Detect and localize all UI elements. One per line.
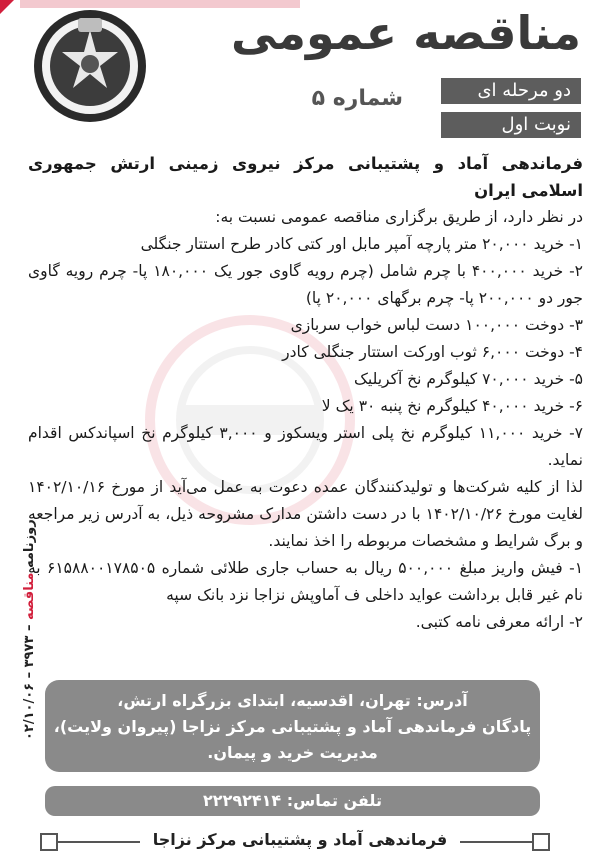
- address-box: [45, 680, 540, 772]
- address-line-2: پادگان فرماندهی آماد و پشتیبانی مرکز نزاجا (پیروان ولایت)،: [53, 717, 532, 736]
- item-1: ۱- خرید ۲۰,۰۰۰ متر پارچه آمپر مابل اور کتی کادر طرح استتار جنگلی: [140, 235, 583, 253]
- address-line-3: مدیریت خرید و پیمان.: [207, 743, 378, 762]
- issuer-line: فرماندهی آماد و پشتیبانی مرکز نیروی زمینی ارتش جمهوری اسلامی ایران: [28, 154, 583, 200]
- newspaper-side-label: [4, 500, 37, 740]
- footer-issuer: فرماندهی آماد و پشتیبانی مرکز نزاجا: [140, 830, 460, 849]
- item-7: ۷- خرید ۱۱,۰۰۰ کیلوگرم نخ پلی استر ویسکوز و ۳,۰۰۰ کیلوگرم نخ اسپاندکس اقدام نماید.: [28, 424, 583, 469]
- footer-bar: [40, 828, 550, 856]
- invitation-paragraph: لذا از کلیه شرکت‌ها و تولیدکنندگان عمده دعوت به عمل می‌آید از مورخ ۱۴۰۲/۱۰/۱۶ لغایت مورخ ۱۴۰۲/۱۰/۲۶ با در دست داشتن مدارک مشروحه ذیل، به آدرس زیر مراجعه و برگ شرایط و مشخصات مربوطه را اخذ نمایند.: [28, 478, 583, 550]
- tender-stage-badge: دو مرحله ای: [441, 78, 581, 104]
- army-emblem-icon: [30, 6, 150, 126]
- newspaper-name: روزنامه: [22, 519, 37, 569]
- newspaper-brand: مناقصه: [22, 572, 37, 621]
- item-5: ۵- خرید ۷۰,۰۰۰ کیلوگرم نخ آکریلیک: [354, 370, 583, 388]
- newspaper-issue: – ۳۹۷۳ – ۰۲/۱۰/۰۶: [22, 624, 37, 740]
- footer-left-square: [40, 833, 58, 851]
- tender-number: شماره ۵: [311, 86, 403, 111]
- item-3: ۳- دوخت ۱۰۰,۰۰۰ دست لباس خواب سربازی: [290, 316, 583, 334]
- notice-body: [28, 150, 583, 636]
- doc-1: ۱- فیش واریز مبلغ ۵۰۰,۰۰۰ ریال به حساب جاری طلائی شماره ۶۱۵۸۸۰۰۱۷۸۵۰۵ به نام غیر قابل برداشت عواید داخلی ف آماوپش نزاجا نزد بانک سپه: [28, 559, 584, 604]
- doc-2: ۲- ارائه معرفی نامه کتبی.: [415, 613, 583, 631]
- item-4: ۴- دوخت ۶,۰۰۰ ثوب اورکت استتار جنگلی کادر: [282, 343, 583, 361]
- intro-line: در نظر دارد، از طریق برگزاری مناقصه عمومی نسبت به:: [215, 208, 583, 226]
- item-2: ۲- خرید ۴۰۰,۰۰۰ با چرم شامل (چرم رویه گاوی جور یک ۱۸۰,۰۰۰ پا- چرم رویه گاوی جور دو ۲۰۰,۰۰۰ پا- چرم برگهای ۲۰,۰۰۰ پا): [28, 262, 583, 307]
- phone-box: تلفن تماس: ۲۲۲۹۲۴۱۴: [45, 786, 540, 816]
- page-title: مناقصه عمومی: [230, 6, 581, 60]
- tender-round-badge: نوبت اول: [441, 112, 581, 138]
- item-6: ۶- خرید ۴۰,۰۰۰ کیلوگرم نخ پنبه ۳۰ یک لا: [321, 397, 583, 415]
- address-line-1: آدرس: تهران، اقدسیه، ابتدای بزرگراه ارتش،: [117, 691, 468, 710]
- footer-right-square: [532, 833, 550, 851]
